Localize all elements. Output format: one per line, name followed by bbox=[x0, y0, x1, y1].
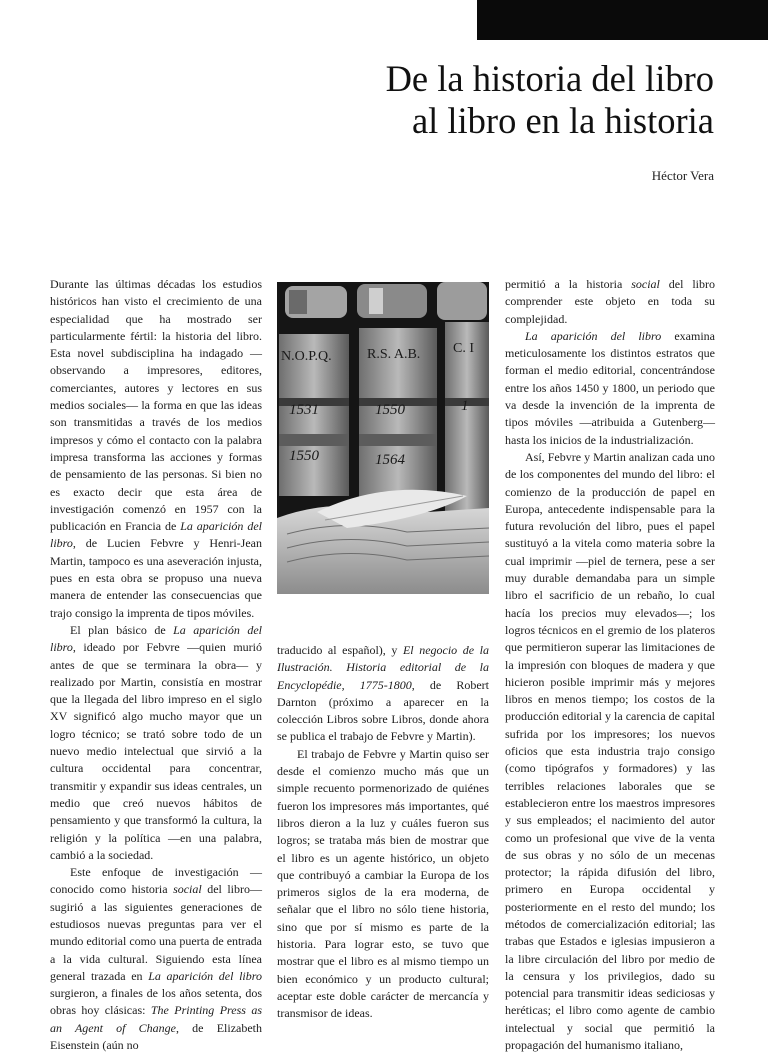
title-line-1: De la historia del libro bbox=[385, 58, 714, 99]
text-column-3 bbox=[505, 276, 715, 1054]
paragraph: El plan básico de La aparición del libro, ideado por Febvre —quien murió antes de que se terminara la obra— y realizado por Martin, consistía en mostrar que la llegada del libro impreso en el siglo XV significó algo mucho mayor que un logro técnico; se trató sobre todo de un nuevo medio intelectual que sirvió a la cultura occidental para concentrar, transmitir y expandir sus ideas centrales, un medio que creó nuevos hábitos de pensamiento y que transformó la cultura, la religión y la política —en una palabra, cambió a la sociedad. bbox=[50, 622, 263, 862]
paragraph: Así, Febvre y Martin analizan cada uno de los componentes del mundo del libro: el comienzo de la producción de papel en Europa, antecedente indispensable para la futura revolución del libro, pues el papel sustituyó a la vitela como materia sobre la cual imprimir —piel de ternera, pese a ser muy durable demandaba para un simple libro el sacrificio de un rebaño, lo cual hacía los precios muy elevados—; los logros técnicos en el gremio de los plateros que permitieron superar las limitaciones de la impresión con bloques de madera y que hicieron posible imprimir más y mejores libros en menos tiempo; los costos de la producción editorial y la carencia de capital sufrida por los impresores; los nuevos oficios que esta industria trajo consigo (como tipógrafos y formadores) y las terribles relaciones laborales que se establecieron entre los maestros impresores y sus empleados; el nacimiento del autor como un profesional que vive de la venta de sus obras y no sólo de un mecenas protector; la rápida difusión del libro, primero en Europa occidental y posteriormente en el resto del mundo; los métodos de comercialización editorial; las trabas que Estados e iglesias impusieron a la libre circulación del libro por medio de la censura y los privilegios, dado su potencial para transmitir ideas sediciosas y heréticas; el libro como agente de cambio intelectual y social que permitió la propagación del humanismo italiano, bbox=[505, 449, 715, 1053]
spine-year: 1550 bbox=[375, 402, 405, 418]
paragraph: Durante las últimas décadas los estudios históricos han visto el crecimiento de una especialidad que ha mostrado ser particularmente fértil: la historia del libro. Esta novel subdisciplina ha indagado —observando a impresores, editores, comerciantes, autores y lectores en sus medios sociales— la forma en que las ideas son transmitidas a través de los medios impresos y cómo el contacto con la palabra impresa transforma las acciones y formas de pensamiento de las personas. Si bien no es exacto decir que esta área de investigación comenzó en 1957 con la publicación en Francia de La aparición del libro, de Lucien Febvre y Henri-Jean Martin, tampoco es una aseveración injusta, pues en esta obra se propuso una nueva manera de entender las consecuencias que trajo consigo la imprenta de tipos móviles. bbox=[50, 277, 262, 620]
old-books-photo bbox=[277, 282, 489, 594]
author-name: Héctor Vera bbox=[651, 168, 714, 183]
paragraph: traducido al español), y El negocio de la Ilustración. Historia editorial de la Encyclopédie, 1775-1800, de Robert Darnton (próximo a aparecer en la colección Libros sobre Libros, donde ahora se publica el trabajo de Febvre y Martin). bbox=[277, 643, 489, 744]
text-column-1 bbox=[50, 276, 262, 1054]
paragraph: Este enfoque de investigación —conocido como historia social del libro— sugirió a las siguientes generaciones de estudiosos nuevas preguntas para ver el mundo editorial como una puerta de entrada a la vida cultural. Siguiendo esta línea general trazada en La aparición del libro surgieron, a finales de los años setenta, dos obras hoy clásicas: The Printing Press as an Agent of Change, de Elizabeth Eisenstein (aún no bbox=[50, 865, 263, 1053]
title-line-2: al libro en la historia bbox=[411, 100, 714, 141]
spine-year: 1531 bbox=[289, 402, 319, 418]
header-black-bar bbox=[477, 0, 768, 40]
spine-label: R.S. A.B. bbox=[367, 347, 421, 362]
spine-label: N.O.P.Q. bbox=[281, 349, 332, 364]
spine-year: 1 bbox=[461, 398, 469, 414]
text-column-2 bbox=[277, 642, 489, 1023]
spine-year: 1564 bbox=[375, 452, 405, 468]
spine-label: C. I bbox=[453, 341, 474, 356]
paragraph: permitió a la historia social del libro comprender este objeto en toda su complejidad. bbox=[505, 277, 716, 326]
paragraph: El trabajo de Febvre y Martin quiso ser desde el comienzo mucho más que un simple recuento pormenorizado de quiénes fueron los impresores más importantes, qué libros dieron a la luz y cuáles fueron sus logros; se trataba más bien de mostrar que el libro es un agente histórico, un objeto que contribuyó a cambiar la Europa de los primeros siglos de la era moderna, de señalar que el libro no sólo tiene historia, sino que por sí mismo es parte de la historia. Para lograr esto, se tuvo que mostrar que el libro es al mismo tiempo un bien económico y un producto cultural; aceptar este doble carácter de mercancía y transmisor de ideas. bbox=[277, 746, 489, 1021]
article-title bbox=[194, 58, 714, 142]
spine-year: 1550 bbox=[289, 448, 319, 464]
paragraph: La aparición del libro examina meticulosamente los distintos estratos que forman el medio editorial, concentrándose entre los años 1450 y 1800, un periodo que va desde la invención de la imprenta de tipos móviles —atribuida a Gutenberg— hasta los inicios de la industrialización. bbox=[505, 328, 715, 447]
